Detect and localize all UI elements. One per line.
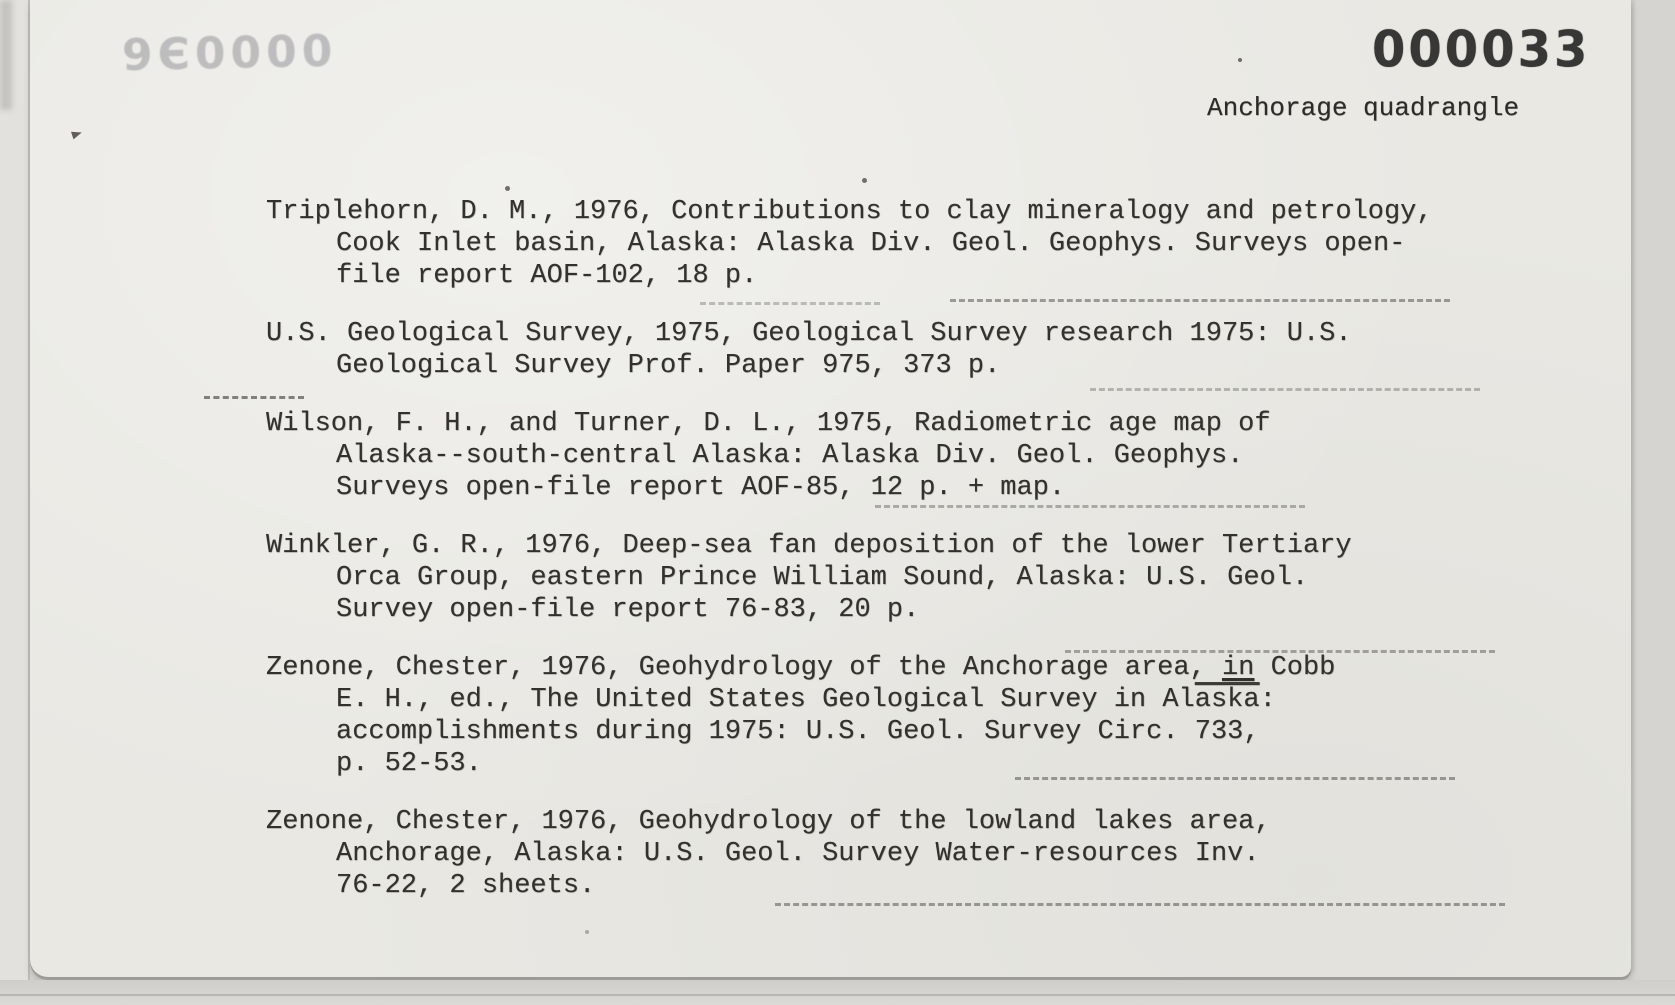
- bibliography-line: E. H., ed., The United States Geological Survey in Alaska:: [336, 685, 1276, 715]
- bibliography-line: p. 52-53.: [336, 749, 482, 779]
- bibliography-line: file report AOF-102, 18 p.: [336, 261, 758, 291]
- scan-artifact: [1065, 650, 1495, 653]
- ink-speck: [862, 178, 867, 183]
- bibliography-line: Surveys open-file report AOF-85, 12 p. + map.: [336, 473, 1066, 503]
- document-number-stamp: 000033: [1372, 20, 1591, 80]
- bibliography-line: Orca Group, eastern Prince William Sound, Alaska: U.S. Geol.: [336, 563, 1309, 593]
- scan-artifact: [204, 396, 304, 399]
- bibliography-entry: [266, 806, 1486, 902]
- bibliography-line: accomplishments during 1975: U.S. Geol. Survey Circ. 733,: [336, 717, 1260, 747]
- bibliography-line: U.S. Geological Survey, 1975, Geological Survey research 1975: U.S.: [266, 319, 1352, 349]
- bibliography-entry: [266, 196, 1486, 292]
- bleed-through-stamp: 9Є0000: [121, 25, 338, 82]
- bibliography: [266, 196, 1486, 928]
- scan-artifact: [950, 299, 1450, 302]
- bibliography-line: Anchorage, Alaska: U.S. Geol. Survey Water-resources Inv.: [336, 839, 1260, 869]
- bibliography-line: Wilson, F. H., and Turner, D. L., 1975, Radiometric age map of: [266, 409, 1271, 439]
- scan-artifact: [1090, 388, 1480, 391]
- paper-edge-bottom: [0, 980, 1675, 1005]
- bibliography-line: Survey open-file report 76-83, 20 p.: [336, 595, 920, 625]
- bibliography-entry: [266, 318, 1486, 382]
- bibliography-line: Zenone, Chester, 1976, Geohydrology of the lowland lakes area,: [266, 807, 1271, 837]
- bibliography-line: Alaska--south-central Alaska: Alaska Div. Geol. Geophys.: [336, 441, 1244, 471]
- bibliography-line: Triplehorn, D. M., 1976, Contributions to clay mineralogy and petrology,: [266, 197, 1433, 227]
- bibliography-entry: [266, 530, 1486, 626]
- scan-artifact: [1015, 777, 1455, 780]
- paper-edge-bottom-line: [0, 994, 1675, 996]
- bibliography-line: Cook Inlet basin, Alaska: Alaska Div. Geol. Geophys. Surveys open-: [336, 229, 1406, 259]
- quadrangle-header: Anchorage quadrangle: [1207, 93, 1520, 123]
- bibliography-line: Winkler, G. R., 1976, Deep-sea fan deposition of the lower Tertiary: [266, 531, 1352, 561]
- bibliography-line: 76-22, 2 sheets.: [336, 871, 596, 901]
- bibliography-line: Geological Survey Prof. Paper 975, 373 p.: [336, 351, 1001, 381]
- scan-artifact: [700, 302, 880, 305]
- ink-speck: [585, 930, 589, 934]
- paper-edge-left: [0, 0, 30, 1005]
- bibliography-entry: [266, 652, 1486, 780]
- bibliography-line: Zenone, Chester, 1976, Geohydrology of the Anchorage area, in Cobb: [266, 653, 1336, 683]
- ink-speck: [1238, 58, 1242, 62]
- scan-artifact: [875, 505, 1305, 508]
- scan-smudge: [0, 0, 12, 110]
- scan-artifact: [775, 903, 1505, 906]
- ink-speck: [505, 186, 510, 191]
- bibliography-entry: [266, 408, 1486, 504]
